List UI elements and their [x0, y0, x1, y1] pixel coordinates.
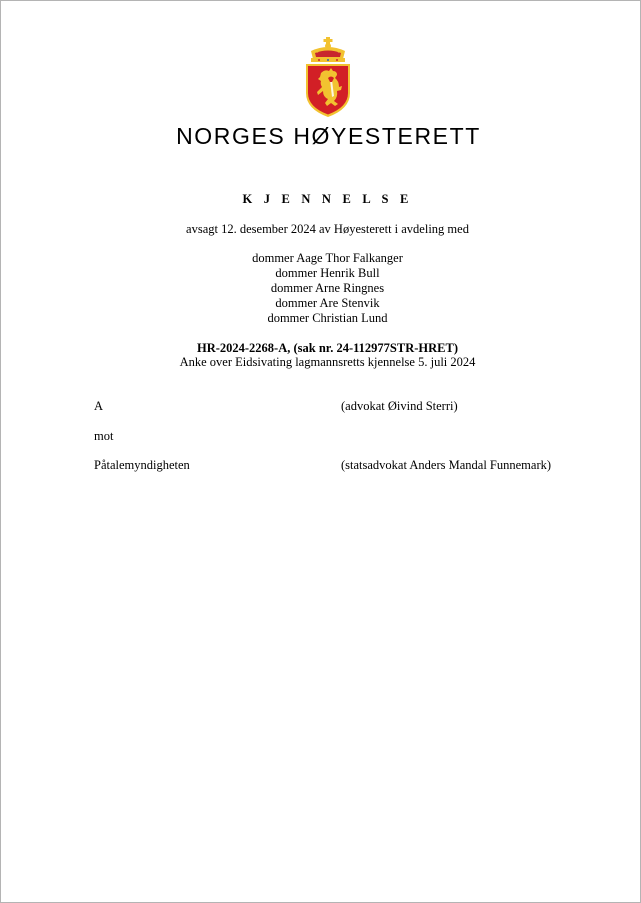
judge-name: dommer Henrik Bull	[275, 266, 380, 280]
case-number: HR-2024-2268-A, (sak nr. 24-112977STR-HRET)	[196, 341, 458, 355]
judge-name: dommer Are Stenvik	[275, 296, 380, 310]
appellant-counsel: (advokat Øivind Sterri)	[341, 399, 458, 413]
judge-name: dommer Arne Ringnes	[270, 281, 385, 295]
appellant-name: A	[94, 399, 104, 413]
judge-name: dommer Christian Lund	[267, 311, 388, 325]
respondent-name: Påtalemyndigheten	[94, 458, 190, 472]
document-type-heading: K J E N N E L S E	[242, 192, 413, 206]
appeal-description: Anke over Eidsivating lagmannsretts kjennelse 5. juli 2024	[179, 355, 476, 369]
court-name: NORGES HØYESTERETT	[176, 123, 481, 149]
versus-label: mot	[94, 429, 114, 443]
issued-statement: avsagt 12. desember 2024 av Høyesterett i avdeling med	[186, 222, 469, 236]
respondent-counsel: (statsadvokat Anders Mandal Funnemark)	[341, 458, 552, 472]
norwegian-coat-of-arms-icon	[301, 37, 355, 119]
judge-name: dommer Aage Thor Falkanger	[252, 251, 403, 265]
